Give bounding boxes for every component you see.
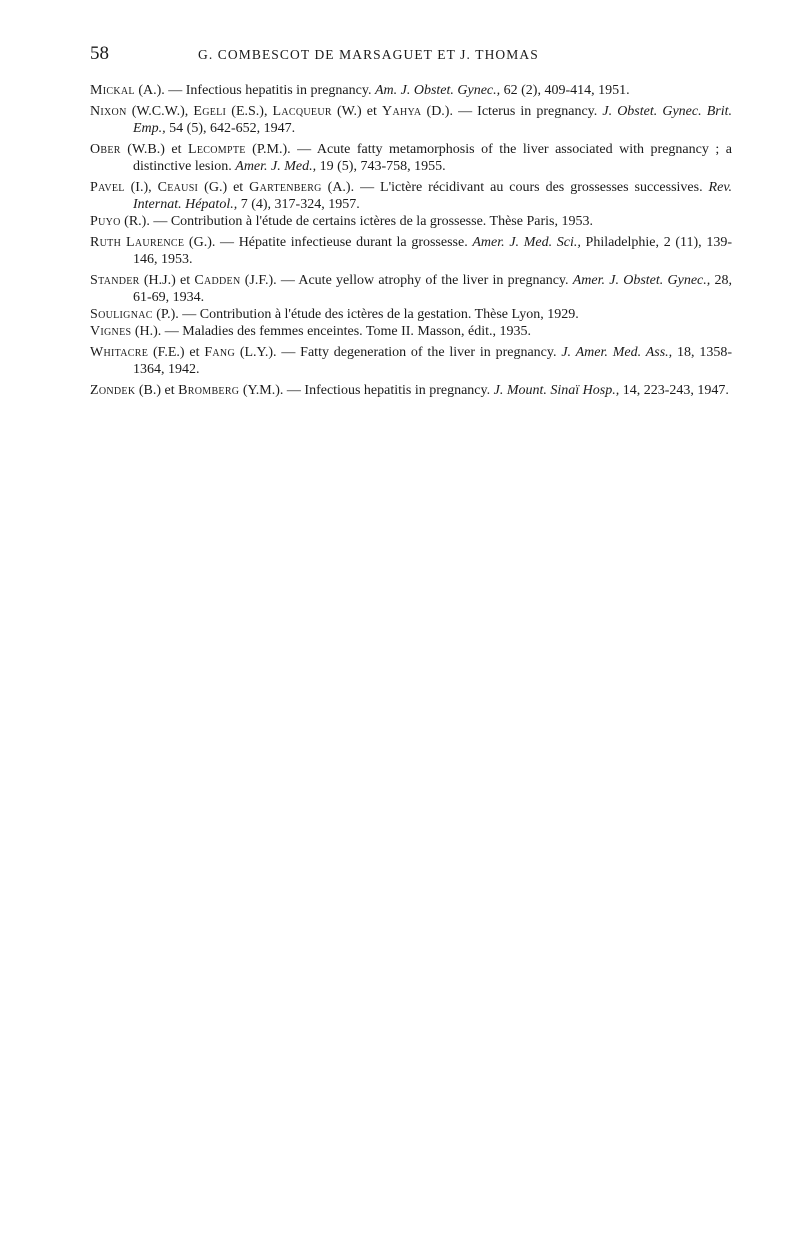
author-name: Yahya — [382, 104, 422, 119]
reference-entry — [90, 179, 732, 213]
reference-text: 28, 61-69, 1934. — [133, 273, 732, 305]
reference-text: (F.E.) et — [148, 345, 205, 360]
reference-text: (W.C.W.), — [126, 104, 194, 119]
reference-entry — [90, 323, 732, 340]
journal-title: Rev. Internat. Hépatol., — [133, 180, 732, 212]
author-name: Soulignac — [90, 307, 153, 322]
author-name: Vignes — [90, 324, 132, 339]
journal-title: J. Obstet. Gynec. Brit. Emp., — [133, 104, 732, 136]
author-name: Ceausi — [157, 180, 199, 195]
reference-list — [90, 82, 732, 403]
page-header — [90, 43, 730, 67]
reference-entry — [90, 382, 732, 399]
reference-entry — [90, 306, 732, 323]
author-name: Whitacre — [90, 345, 149, 360]
reference-entry — [90, 272, 732, 306]
author-name: Zondek — [90, 383, 136, 398]
reference-text: (E.S.), — [226, 104, 273, 119]
journal-title: Amer. J. Obstet. Gynec., — [572, 273, 711, 288]
reference-text: (D.). — Icterus in pregnancy. — [421, 104, 603, 119]
author-name: Lacqueur — [272, 104, 332, 119]
journal-title: J. Mount. Sinaï Hosp., — [493, 383, 620, 398]
author-name: Cadden — [194, 273, 241, 288]
reference-text: 7 (4), 317-324, 1957. — [237, 197, 360, 212]
reference-entry — [90, 213, 732, 230]
reference-entry — [90, 103, 732, 137]
reference-text: (H.). — Maladies des femmes enceintes. Tome II. Masson, édit., 1935. — [131, 324, 531, 339]
reference-text: 54 (5), 642-652, 1947. — [165, 121, 296, 136]
reference-text: (P.M.). — Acute fatty metamorphosis of the liver associated with pregnancy ; a distinctive lesion. — [133, 142, 732, 174]
author-name: Puyo — [90, 214, 121, 229]
reference-text: (W.B.) et — [120, 142, 189, 157]
reference-text: (P.). — Contribution à l'étude des ictères de la gestation. Thèse Lyon, 1929. — [152, 307, 579, 322]
journal-title: Am. J. Obstet. Gynec., — [374, 83, 501, 98]
reference-text: (G.) et — [198, 180, 250, 195]
author-name: Bromberg — [178, 383, 240, 398]
reference-text: (Y.M.). — Infectious hepatitis in pregnancy. — [239, 383, 494, 398]
author-name: Gartenberg — [249, 180, 322, 195]
reference-entry — [90, 141, 732, 175]
reference-text: (W.) et — [331, 104, 383, 119]
reference-text: (L.Y.). — Fatty degeneration of the liver in pregnancy. — [234, 345, 562, 360]
reference-text: (A.). — L'ictère récidivant au cours des grossesses successives. — [321, 180, 709, 195]
author-name: Egeli — [193, 104, 227, 119]
author-name: Fang — [204, 345, 235, 360]
author-name: Ober — [90, 142, 121, 157]
reference-text: 18, 1358-1364, 1942. — [133, 345, 732, 377]
reference-text: 19 (5), 743-758, 1955. — [316, 159, 446, 174]
reference-text: (G.). — Hépatite infectieuse durant la grossesse. — [184, 235, 473, 250]
reference-text: Philadelphie, 2 (11), 139-146, 1953. — [133, 235, 732, 267]
reference-text: (B.) et — [135, 383, 179, 398]
author-name: Mickal — [90, 83, 135, 98]
author-name: Stander — [90, 273, 140, 288]
journal-title: Amer. J. Med. Sci., — [472, 235, 581, 250]
reference-entry — [90, 82, 732, 99]
reference-text: (H.J.) et — [139, 273, 195, 288]
reference-text: (J.F.). — Acute yellow atrophy of the liver in pregnancy. — [240, 273, 573, 288]
reference-text: (I.), — [124, 180, 158, 195]
reference-text: 62 (2), 409-414, 1951. — [500, 83, 630, 98]
author-name: Nixon — [90, 104, 127, 119]
page-number: 58 — [90, 43, 109, 64]
author-name: Pavel — [90, 180, 125, 195]
author-name: Lecompte — [188, 142, 246, 157]
reference-text: (R.). — Contribution à l'étude de certains ictères de la grossesse. Thèse Paris, 1953. — [120, 214, 593, 229]
journal-title: J. Amer. Med. Ass., — [561, 345, 673, 360]
running-head: G. COMBESCOT DE MARSAGUET ET J. THOMAS — [198, 47, 539, 62]
reference-entry — [90, 344, 732, 378]
reference-entry — [90, 234, 732, 268]
author-name: Ruth Laurence — [90, 235, 185, 250]
journal-title: Amer. J. Med., — [235, 159, 317, 174]
reference-text: 14, 223-243, 1947. — [619, 383, 729, 398]
reference-text: (A.). — Infectious hepatitis in pregnancy. — [134, 83, 375, 98]
